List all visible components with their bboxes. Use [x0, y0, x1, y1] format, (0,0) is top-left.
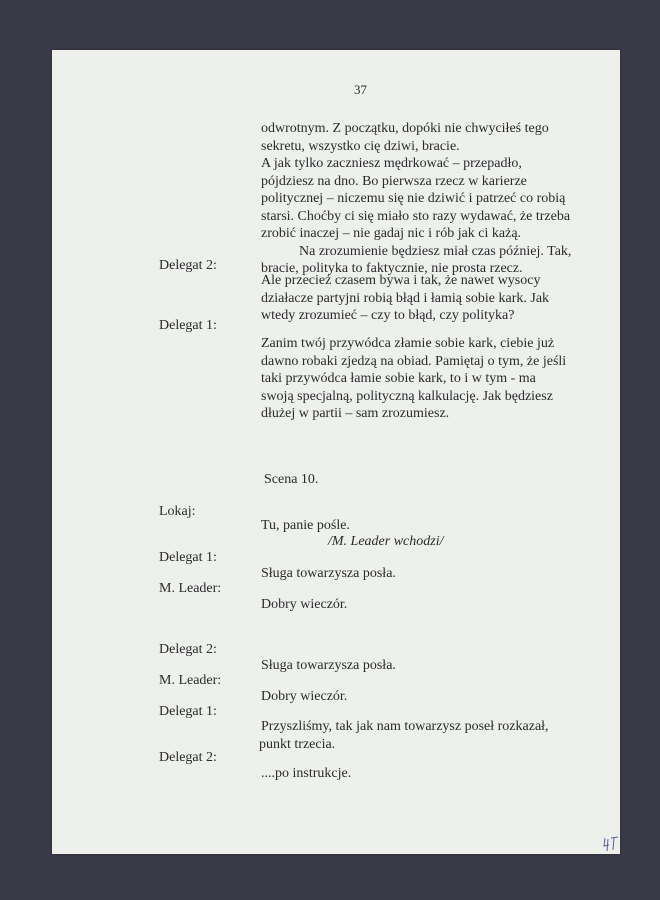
speaker-label: Delegat 2: [159, 750, 217, 765]
document-page [52, 50, 620, 854]
speech-line: wtedy zrozumieć – czy to błąd, czy polityka? [261, 308, 515, 323]
speech-block [261, 272, 549, 325]
speech-line: ....po instrukcje. [261, 766, 352, 781]
speaker-label: Delegat 2: [159, 258, 217, 273]
stage-direction: /M. Leader wchodzi/ [328, 534, 444, 549]
speech-line: taki przywódca łamie sobie kark, to i w tym - ma [261, 371, 536, 386]
speech-line: odwrotnym. Z początku, dopóki nie chwyciłeś tego [261, 121, 549, 136]
speaker-label: Delegat 1: [159, 704, 217, 719]
speech-line: zrobić inaczej – nie gadaj nic i rób jak ci każą. [261, 226, 522, 241]
speech-line: Zanim twój przywódca złamie sobie kark, ciebie już [261, 336, 555, 351]
speaker-label: Delegat 1: [159, 318, 217, 333]
speaker-label: M. Leader: [159, 581, 222, 596]
handwritten-page-mark [603, 834, 619, 854]
speech-line: dawno robaki zjedzą na obiad. Pamiętaj o tym, że jeśli [261, 353, 567, 369]
speaker-label: Delegat 2: [159, 642, 217, 657]
speech-line: dłużej w partii – sam zrozumiesz. [261, 406, 450, 421]
speech-continued [261, 120, 571, 278]
speech-line: Ale przecież czasem bywa i tak, że nawet wysocy [261, 273, 541, 288]
speaker-label: Lokaj: [159, 504, 196, 519]
speech-line: bracie, polityka to faktycznie, nie prosta rzecz. [261, 261, 523, 276]
speech-line: starsi. Choćby ci się miało sto razy wydawać, że trzeba [261, 208, 571, 224]
speech-line: punkt trzecia. [259, 736, 336, 752]
speech-line: swoją specjalną, polityczną kalkulację. Jak będziesz [261, 388, 553, 404]
scene-title: Scena 10. [264, 472, 319, 487]
speaker-label: M. Leader: [159, 673, 222, 688]
page-number: 37 [354, 82, 367, 97]
speech-line: Tu, panie pośle. [261, 518, 350, 533]
speech-line: sekretu, wszystko cię dziwi, bracie. [261, 138, 460, 154]
speech-line: Sługa towarzysza posła. [261, 658, 396, 673]
speech-line: Na zrozumienie będziesz miał czas później. Tak, [299, 243, 572, 259]
speech-line: Przyszliśmy, tak jak nam towarzysz poseł rozkazał, [261, 719, 549, 734]
speech-line: A jak tylko zaczniesz mędrkować – przepadło, [261, 156, 522, 171]
speech-line: pójdziesz na dno. Bo pierwsza rzecz w karierze [261, 173, 527, 189]
speech-line: politycznej – niczemu się nie dziwić i patrzeć co robią [261, 191, 566, 206]
speech-block [261, 335, 566, 423]
speech-line: Dobry wieczór. [261, 597, 348, 612]
speech-line: Dobry wieczór. [261, 689, 348, 704]
speech-line: działacze partyjni robią błąd i łamią sobie kark. Jak [261, 290, 550, 306]
speech-block [261, 718, 549, 753]
speaker-label: Delegat 1: [159, 550, 217, 565]
speech-line: Sługa towarzysza posła. [261, 566, 396, 581]
